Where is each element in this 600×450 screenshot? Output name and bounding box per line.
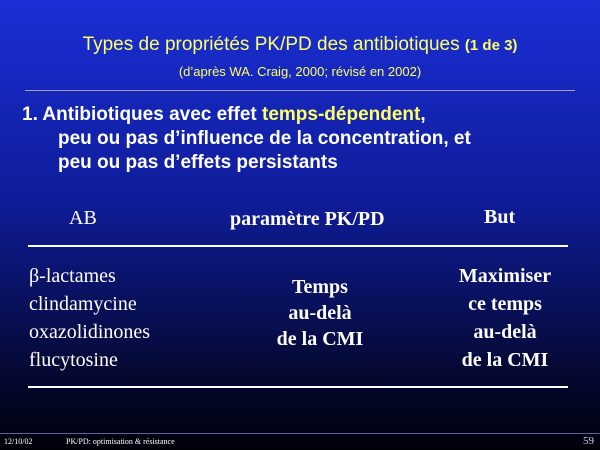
table-header-rule bbox=[28, 245, 568, 247]
footer-date: 12/10/02 bbox=[4, 437, 33, 446]
header-param: paramètre PK/PD bbox=[230, 208, 385, 230]
list-item: flucytosine bbox=[29, 349, 118, 371]
but-line: Maximiser bbox=[458, 265, 552, 287]
title-divider bbox=[25, 90, 575, 91]
point-line-2: peu ou pas d’influence de la concentration, et bbox=[58, 128, 471, 149]
but-line: au-delà bbox=[473, 321, 537, 343]
list-item: clindamycine bbox=[29, 293, 137, 315]
ab-list bbox=[29, 262, 150, 374]
list-item: β-lactames bbox=[29, 265, 116, 287]
but-cell bbox=[435, 262, 575, 374]
param-line: de la CMI bbox=[276, 328, 364, 350]
but-line: de la CMI bbox=[461, 349, 549, 371]
title-main: Types de propriétés PK/PD des antibiotiques bbox=[82, 34, 460, 55]
but-line: ce temps bbox=[468, 293, 542, 315]
footer-text: PK/PD: optimisation & résistance bbox=[66, 437, 175, 446]
header-but: But bbox=[484, 206, 516, 228]
table-bottom-rule bbox=[28, 386, 568, 388]
slide-subtitle: (d’après WA. Craig, 2000; révisé en 2002) bbox=[178, 64, 422, 79]
footer-divider bbox=[0, 433, 600, 434]
point-highlight: temps-dépendent bbox=[262, 104, 421, 125]
point-line-3: peu ou pas d’effets persistants bbox=[58, 152, 338, 173]
point-suffix: , bbox=[420, 104, 426, 125]
param-cell bbox=[240, 274, 400, 352]
point-prefix: 1. Antibiotiques avec effet bbox=[22, 104, 263, 125]
page-number: 59 bbox=[583, 435, 594, 447]
slide-title bbox=[0, 34, 600, 56]
title-part: (1 de 3) bbox=[464, 37, 518, 54]
point-line-1 bbox=[22, 103, 471, 127]
header-ab: AB bbox=[69, 207, 97, 229]
list-item: oxazolidinones bbox=[29, 321, 151, 343]
param-line: Temps bbox=[292, 276, 348, 298]
param-line: au-delà bbox=[288, 302, 352, 324]
main-point bbox=[22, 103, 471, 175]
